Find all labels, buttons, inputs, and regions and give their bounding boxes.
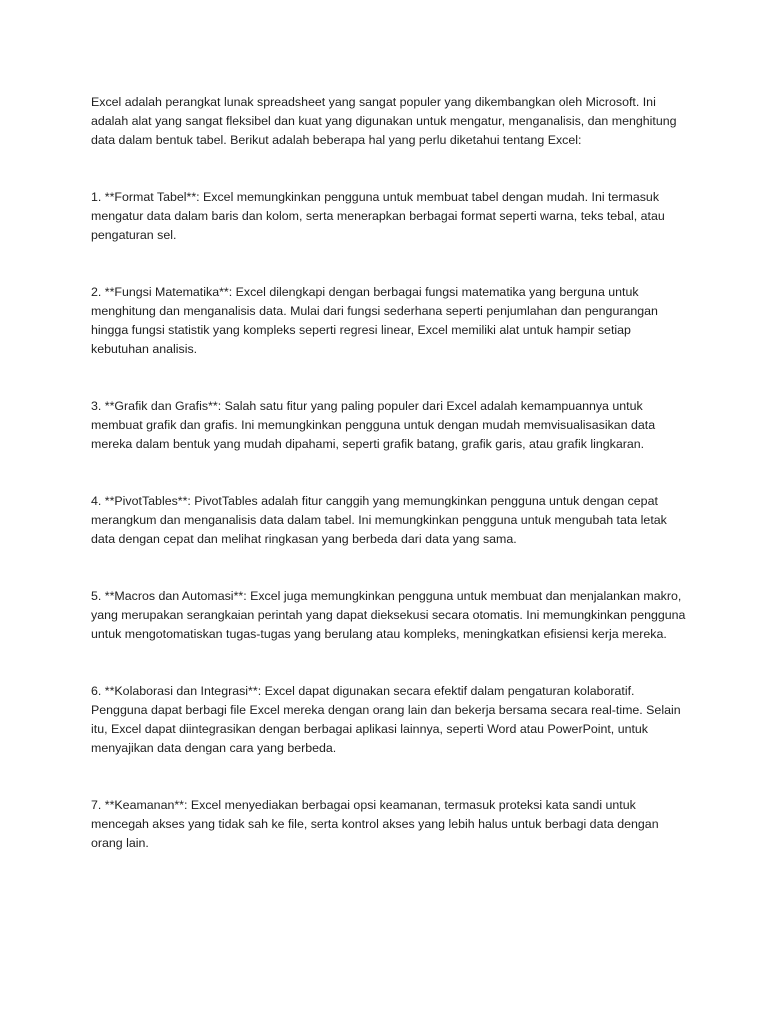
paragraph-pivottables: 4. **PivotTables**: PivotTables adalah fitur canggih yang memungkinkan pengguna untuk dengan cepat merangkum dan menganalisis data dalam tabel. Ini memungkinkan pengguna untuk mengubah tata letak data dengan cepat dan melihat ringkasan yang berbeda dari data yang sama.	[91, 494, 667, 546]
document-body	[91, 93, 691, 853]
intro-paragraph: Excel adalah perangkat lunak spreadsheet yang sangat populer yang dikembangkan oleh Microsoft. Ini adalah alat yang sangat fleksibel dan kuat yang digunakan untuk mengatur, menganalisis, dan menghitung data dalam bentuk tabel. Berikut adalah beberapa hal yang perlu diketahui tentang Excel:	[91, 95, 677, 147]
paragraph-format-tabel: 1. **Format Tabel**: Excel memungkinkan pengguna untuk membuat tabel dengan mudah. Ini termasuk mengatur data dalam baris dan kolom, serta menerapkan berbagai format seperti warna, teks tebal, atau pengaturan sel.	[91, 190, 665, 242]
paragraph-grafik-dan-grafis: 3. **Grafik dan Grafis**: Salah satu fitur yang paling populer dari Excel adalah kemampuannya untuk membuat grafik dan grafis. Ini memungkinkan pengguna untuk dengan mudah memvisualisasikan data mereka dalam bentuk yang mudah dipahami, seperti grafik batang, grafik garis, atau grafik lingkaran.	[91, 399, 656, 451]
paragraph-macros-dan-automasi: 5. **Macros dan Automasi**: Excel juga memungkinkan pengguna untuk membuat dan menjalankan makro, yang merupakan serangkaian perintah yang dapat dieksekusi secara otomatis. Ini memungkinkan pengguna untuk mengotomatiskan tugas-tugas yang berulang atau kompleks, meningkatkan efisiensi kerja mereka.	[91, 589, 686, 641]
paragraph-fungsi-matematika: 2. **Fungsi Matematika**: Excel dilengkapi dengan berbagai fungsi matematika yang berguna untuk menghitung dan menganalisis data. Mulai dari fungsi sederhana seperti penjumlahan dan pengurangan hingga fungsi statistik yang kompleks seperti regresi linear, Excel memiliki alat untuk hampir setiap kebutuhan analisis.	[91, 285, 658, 356]
paragraph-kolaborasi-dan-integrasi: 6. **Kolaborasi dan Integrasi**: Excel dapat digunakan secara efektif dalam pengaturan kolaboratif. Pengguna dapat berbagi file Excel mereka dengan orang lain dan bekerja bersama secara real-time. Selain itu, Excel dapat diintegrasikan dengan berbagai aplikasi lainnya, seperti Word atau PowerPoint, untuk menyajikan data dengan cara yang berbeda.	[91, 684, 681, 755]
paragraph-keamanan: 7. **Keamanan**: Excel menyediakan berbagai opsi keamanan, termasuk proteksi kata sandi untuk mencegah akses yang tidak sah ke file, serta kontrol akses yang lebih halus untuk berbagi data dengan orang lain.	[91, 798, 659, 850]
